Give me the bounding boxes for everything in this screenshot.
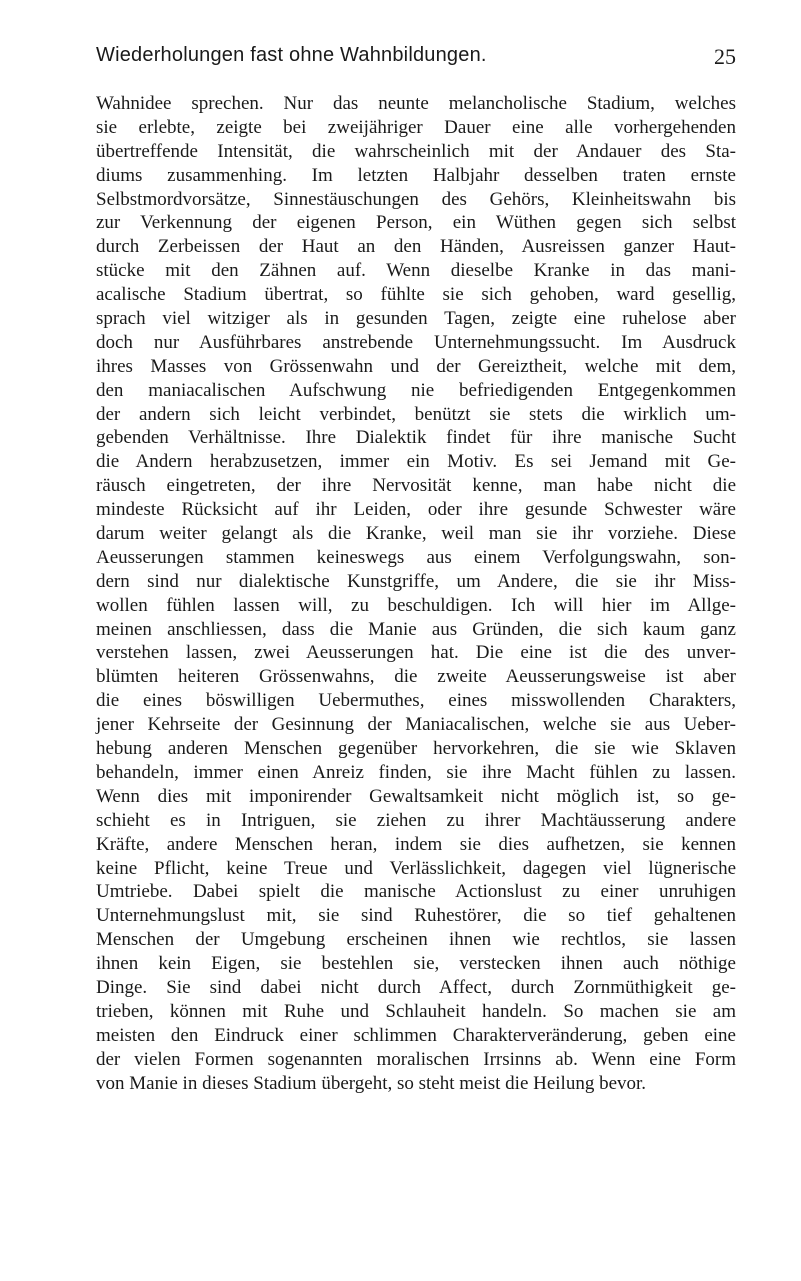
text-line: Kräfte, andere Menschen heran, indem sie dies aufhetzen, sie kennen xyxy=(96,833,736,855)
text-line: der andern sich leicht verbindet, benützt sie stets die wirklich um- xyxy=(96,403,736,425)
text-line: blümten heiteren Grössenwahns, die zweite Aeusserungsweise ist aber xyxy=(96,666,736,688)
text-line: Wenn dies mit imponirender Gewaltsamkeit nicht möglich ist, so ge- xyxy=(96,785,736,807)
text-line: mindeste Rücksicht auf ihr Leiden, oder ihre gesunde Schwester wäre xyxy=(96,499,736,521)
text-line: gebenden Verhältnisse. Ihre Dialektik findet für ihre manische Sucht xyxy=(96,427,736,449)
text-line: Wahnidee sprechen. Nur das neunte melancholische Stadium, welches xyxy=(96,93,736,114)
text-line: meinen anschliessen, dass die Manie aus Gründen, die sich kaum ganz xyxy=(96,618,736,640)
text-line: sprach viel witziger als in gesunden Tagen, zeigte eine ruhelose aber xyxy=(96,308,736,330)
text-line: keine Pflicht, keine Treue und Verlässlichkeit, dagegen viel lügnerische xyxy=(96,857,736,879)
text-line: wollen fühlen lassen will, zu beschuldigen. Ich will hier im Allge- xyxy=(96,594,736,616)
text-line: meisten den Eindruck einer schlimmen Charakterveränderung, geben eine xyxy=(96,1024,736,1046)
text-line: Selbstmordvorsätze, Sinnestäuschungen des Gehörs, Kleinheitswahn bis xyxy=(96,188,736,210)
text-line: hebung anderen Menschen gegenüber hervorkehren, die sie wie Sklaven xyxy=(96,738,736,760)
text-line: trieben, können mit Ruhe und Schlauheit handeln. So machen sie am xyxy=(96,1000,736,1022)
text-line: acalische Stadium übertrat, so fühlte sie sich gehoben, ward gesellig, xyxy=(96,284,736,306)
text-line: jener Kehrseite der Gesinnung der Maniacalischen, welche sie aus Ueber- xyxy=(96,714,736,736)
text-line: darum weiter gelangt als die Kranke, weil man sie ihr vorziehe. Diese xyxy=(96,523,736,545)
text-line: schieht es in Intriguen, sie ziehen zu ihrer Machtäusserung andere xyxy=(96,809,736,831)
text-line: Unternehmungslust mit, sie sind Ruhestörer, die so tief gehaltenen xyxy=(96,905,736,927)
text-line: Dinge. Sie sind dabei nicht durch Affect, durch Zornmüthigkeit ge- xyxy=(96,976,736,998)
text-line: verstehen lassen, zwei Aeusserungen hat. Die eine ist die des unver- xyxy=(96,642,736,664)
text-line: übertreffende Intensität, die wahrscheinlich mit der Andauer des Sta- xyxy=(96,140,736,162)
text-line: der vielen Formen sogenannten moralischen Irrsinns ab. Wenn eine Form xyxy=(96,1048,736,1070)
text-line: ihres Masses von Grössenwahn und der Gereiztheit, welche mit dem, xyxy=(96,355,736,377)
running-title: Wiederholungen fast ohne Wahnbildungen. xyxy=(96,44,487,66)
text-line: behandeln, immer einen Anreiz finden, sie ihre Macht fühlen zu lassen. xyxy=(96,761,736,783)
text-line: zur Verkennung der eigenen Person, ein Wüthen gegen sich selbst xyxy=(96,212,736,234)
text-line: die eines böswilligen Uebermuthes, eines misswollenden Charakters, xyxy=(96,690,736,712)
text-line: diums zusammenhing. Im letzten Halbjahr desselben traten ernste xyxy=(96,164,736,186)
text-line: durch Zerbeissen der Haut an den Händen, Ausreissen ganzer Haut- xyxy=(96,236,736,258)
text-line: räusch eingetreten, der ihre Nervosität kenne, man habe nicht die xyxy=(96,475,736,497)
text-line: dern sind nur dialektische Kunstgriffe, um Andere, die sie ihr Miss- xyxy=(96,570,736,592)
text-line: ihnen kein Eigen, sie bestehlen sie, verstecken ihnen auch nöthige xyxy=(96,953,736,975)
text-line: den maniacalischen Aufschwung nie befriedigenden Entgegenkommen xyxy=(96,379,736,401)
text-line: doch nur Ausführbares anstrebende Unternehmungssucht. Im Ausdruck xyxy=(96,331,736,353)
text-line: Menschen der Umgebung erscheinen ihnen wie rechtlos, sie lassen xyxy=(96,929,736,951)
page-number: 25 xyxy=(714,44,736,69)
text-line: Umtriebe. Dabei spielt die manische Actionslust zu einer unruhigen xyxy=(96,881,736,903)
body-text xyxy=(96,92,736,1095)
text-line: die Andern herabzusetzen, immer ein Motiv. Es sei Jemand mit Ge- xyxy=(96,451,736,473)
text-line: stücke mit den Zähnen auf. Wenn dieselbe Kranke in das mani- xyxy=(96,260,736,282)
text-line: Aeusserungen stammen keineswegs aus einem Verfolgungswahn, son- xyxy=(96,546,736,568)
running-head xyxy=(96,44,736,76)
text-line: sie erlebte, zeigte bei zweijähriger Dauer eine alle vorhergehenden xyxy=(96,116,736,138)
text-line: von Manie in dieses Stadium übergeht, so steht meist die Heilung bevor. xyxy=(96,1072,647,1094)
